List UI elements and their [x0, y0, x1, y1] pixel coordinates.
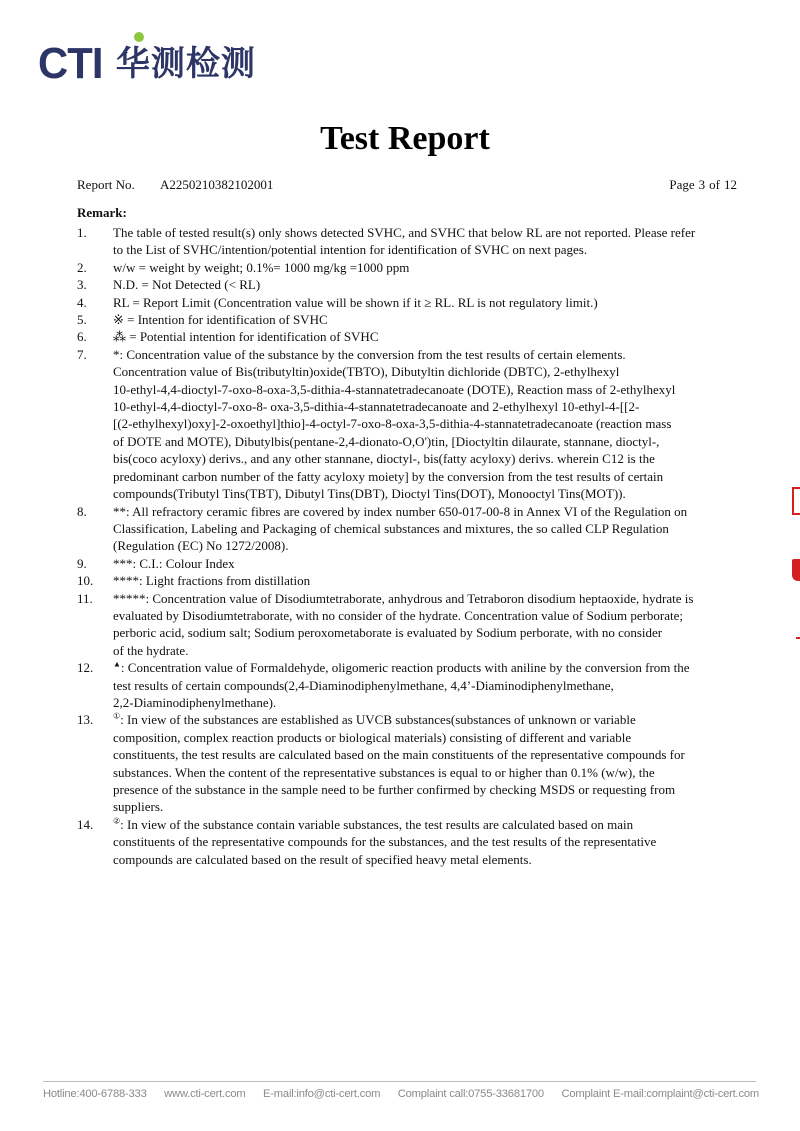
footer-contact-bar: [43, 1088, 759, 1100]
footer-complaint-call: Complaint call:0755-33681700: [397, 1088, 544, 1100]
page-of: of: [709, 177, 720, 192]
remark-item: [77, 328, 749, 345]
footer-website[interactable]: www.cti-cert.com: [164, 1088, 246, 1100]
remark-line-text: w/w = weight by weight; 0.1%= 1000 mg/kg =1000 ppm: [113, 259, 410, 275]
remark-line-text: test results of certain compounds(2,4-Diaminodiphenylmethane, 4,4’-Diaminodiphenylmethane,: [113, 677, 614, 693]
remark-line-text: *****: Concentration value of Disodiumtetraborate, anhydrous and Tetraboron disodium heptaoxide, hydrate is: [113, 590, 694, 606]
remark-line-text: *: Concentration value of the substance by the conversion from the test results of certain elements.: [113, 346, 626, 362]
remark-number: 1.: [77, 225, 87, 240]
remark-line-text: predominant carbon number of the fatty acyloxy moiety] by the conversion from the test results of certain: [113, 468, 664, 484]
remark-number: 7.: [77, 346, 87, 362]
remark-line-text: bis(coco acyloxy) derivs., and any other stannane, dioctyl-, bis(fatty acyloxy) derivs. wherein C12 is the: [113, 451, 655, 467]
footnote-marker: ①: [113, 712, 121, 722]
remark-line: [113, 764, 749, 781]
remark-line: [113, 833, 749, 850]
remark-line: [113, 276, 749, 293]
remark-line: [113, 485, 749, 502]
remark-text: [113, 259, 749, 276]
remark-line: [113, 450, 749, 467]
remark-line: [113, 816, 749, 833]
remark-line-text: compounds are calculated based on the result of specified heavy metal elements.: [113, 851, 532, 867]
company-logo: [38, 36, 256, 86]
remark-text: [113, 659, 749, 711]
remark-line: [113, 590, 749, 607]
remark-line: [113, 711, 749, 728]
remark-line: [113, 851, 749, 868]
remark-item: [77, 294, 749, 311]
remark-line-text: : In view of the substances are established as UVCB substances(substances of unknown or variable: [120, 712, 636, 728]
remark-item: [77, 503, 749, 555]
report-no-value: A2250210382102001: [160, 177, 274, 192]
footer-email[interactable]: E-mail:info@cti-cert.com: [263, 1088, 381, 1100]
remark-line: [113, 659, 749, 676]
remark-line-text: Concentration value of Bis(tributyltin)oxide(TBTO), Dibutyltin dichloride (DBTC), 2-ethylhexyl: [113, 364, 620, 380]
remark-line: [113, 607, 749, 624]
remark-text: [113, 224, 749, 259]
remark-line: [113, 311, 749, 328]
remark-item: [77, 572, 749, 589]
remark-number: 13.: [77, 712, 94, 728]
remark-line: [113, 224, 749, 241]
footer-complaint-email[interactable]: Complaint E-mail:complaint@cti-cert.com: [561, 1088, 759, 1100]
remark-text: [113, 503, 749, 555]
remark-line-text: The table of tested result(s) only shows detected SVHC, and SVHC that below RL are not reported. Please refer: [113, 225, 696, 240]
remark-line: [113, 328, 749, 345]
remark-number: 3.: [77, 277, 87, 293]
remark-line-text: constituents of the representative compounds for the substances, and the test results of the representative: [113, 834, 657, 850]
remark-line: [113, 363, 749, 380]
remark-line: [113, 572, 749, 589]
remark-text: [113, 816, 749, 868]
remark-line: [113, 468, 749, 485]
page-label: Page: [669, 177, 695, 192]
remark-line-text: evaluated by Disodiumtetraborate, with no consider of the hydrate. Concentration value of Sodium perborate;: [113, 607, 684, 623]
remark-line: [113, 746, 749, 763]
remark-line: [113, 694, 749, 711]
remark-number: 11.: [77, 590, 93, 606]
remark-line-text: 2,2-Diaminodiphenylmethane).: [113, 694, 277, 710]
footnote-marker: ▲: [113, 659, 121, 669]
remark-line-text: ※ = Intention for identification of SVHC: [113, 312, 328, 328]
remark-number: 12.: [77, 660, 94, 676]
remark-line: [113, 677, 749, 694]
remark-number: 6.: [77, 329, 87, 345]
remark-line: [113, 555, 749, 572]
remark-line: [113, 294, 749, 311]
remark-number: 10.: [77, 573, 94, 589]
remark-text: [113, 328, 749, 345]
remark-line-text: 10-ethyl-4,4-dioctyl-7-oxo-8-oxa-3,5-dithia-4-stannatetradecanoate (DOTE), Reaction mass of 2-ethylhexyl: [113, 381, 676, 397]
remark-line-text: of the hydrate.: [113, 642, 189, 658]
report-no-label: Report No.: [77, 177, 135, 192]
remark-item: [77, 259, 749, 276]
remark-line: [113, 537, 749, 554]
remark-number: 9.: [77, 555, 87, 571]
remark-line: [113, 433, 749, 450]
remark-text: [113, 346, 749, 503]
remark-line: [113, 503, 749, 520]
remark-number: 5.: [77, 312, 87, 328]
remark-line-text: of DOTE and MOTE), Dibutylbis(pentane-2,4-dionato-O,O')tin, [Dioctyltin dilaurate, stannane, dioctyl-,: [113, 433, 660, 449]
remark-line-text: to the List of SVHC/intention/potential intention for identification of SVHC on next pages.: [113, 242, 588, 258]
remark-line: [113, 729, 749, 746]
footnote-marker: ②: [113, 816, 121, 826]
remark-line-text: (Regulation (EC) No 1272/2008).: [113, 538, 289, 554]
remark-line: [113, 624, 749, 641]
remark-text: [113, 276, 749, 293]
remark-line-text: : In view of the substance contain variable substances, the test results are calculated based on main: [120, 816, 634, 832]
partial-stamp-seal: [792, 485, 800, 645]
stamp-fragment: [792, 559, 800, 581]
remark-text: [113, 294, 749, 311]
remark-line: [113, 346, 749, 363]
remark-number: 14.: [77, 816, 94, 832]
remark-line-text: presence of the substance in the sample need to be further confirmed by checking MSDS or requesting from: [113, 782, 676, 797]
remark-line: [113, 259, 749, 276]
remark-number: 2.: [77, 259, 87, 275]
remark-line-text: composition, complex reaction products or biological materials) consisting of different and variable: [113, 729, 632, 745]
remark-line-text: ****: Light fractions from distillation: [113, 573, 311, 589]
remark-line-text: ⁂ = Potential intention for identification of SVHC: [113, 329, 379, 345]
remark-line: [113, 241, 749, 258]
remark-number: 4.: [77, 294, 87, 310]
remark-line: [113, 415, 749, 432]
remark-line-text: Classification, Labeling and Packaging of chemical substances and mixtures, the so called CLP Regulation: [113, 520, 669, 536]
remark-item: [77, 555, 749, 572]
footer-divider: [43, 1081, 756, 1082]
remark-item: [77, 816, 749, 868]
remark-line: [113, 642, 749, 659]
remark-text: [113, 711, 749, 815]
remark-line-text: substances. When the content of the representative substances is equal to or higher than 0.1% (w/w), the: [113, 764, 655, 780]
remark-line: [113, 781, 749, 798]
remark-line-text: [(2-ethylhexyl)oxy]-2-oxoethyl]thio]-4-octyl-7-oxo-8-oxa-3,5-dithia-4-stannatetradecanoate (reaction mass: [113, 416, 672, 432]
remarks-list: [77, 224, 749, 868]
remark-item: [77, 346, 749, 503]
remark-line-text: 10-ethyl-4,4-dioctyl-7-oxo-8- oxa-3,5-dithia-4-stannatetradecanoate and 2-ethylhexyl 10-ethyl-4-[[2-: [113, 399, 640, 415]
page-total: 12: [724, 177, 737, 192]
remark-line-text: perboric acid, sodium salt; Sodium peroxometaborate is evaluated by Sodium perborate, with no consider: [113, 625, 663, 641]
footer-hotline: Hotline:400-6788-333: [43, 1088, 147, 1100]
remark-line-text: compounds(Tributyl Tins(TBT), Dibutyl Tins(DBT), Dioctyl Tins(DOT), Monooctyl Tins(MOT)).: [113, 486, 626, 502]
remark-line-text: constituents, the test results are calculated based on the main constituents of the representative compounds for: [113, 747, 685, 763]
remark-text: [113, 311, 749, 328]
remark-line: [113, 520, 749, 537]
stamp-fragment: [796, 637, 800, 639]
page-indicator: [665, 177, 737, 193]
remark-line-text: N.D. = Not Detected (< RL): [113, 277, 261, 293]
report-meta-row: [77, 177, 737, 193]
stamp-fragment: [792, 487, 800, 515]
document-title: Test Report: [320, 120, 490, 157]
remark-heading: Remark:: [77, 205, 127, 220]
remark-item: [77, 276, 749, 293]
logo-latin-text: CTI: [38, 39, 103, 88]
remark-item: [77, 224, 749, 259]
remark-text: [113, 590, 749, 660]
remark-line: [113, 398, 749, 415]
page-current: 3: [698, 177, 706, 192]
remark-line-text: ***: C.I.: Colour Index: [113, 555, 235, 571]
remark-item: [77, 590, 749, 660]
remark-text: [113, 555, 749, 572]
remark-item: [77, 311, 749, 328]
logo-green-dot: [134, 32, 144, 42]
logo-cjk-text: 华测检测: [115, 44, 256, 84]
remark-line: [113, 798, 749, 815]
remark-text: [113, 572, 749, 589]
remark-item: [77, 659, 749, 711]
remark-line-text: RL = Report Limit (Concentration value will be shown if it ≥ RL. RL is not regulatory limit.): [113, 294, 598, 310]
remark-line-text: **: All refractory ceramic fibres are covered by index number 650-017-00-8 in Annex VI of the Regulation on: [113, 503, 688, 519]
remark-line-text: : Concentration value of Formaldehyde, oligomeric reaction products with aniline by the conversion from the: [120, 660, 690, 676]
remark-number: 8.: [77, 503, 87, 519]
remark-item: [77, 711, 749, 815]
remark-line-text: suppliers.: [113, 799, 164, 815]
remark-line: [113, 381, 749, 398]
